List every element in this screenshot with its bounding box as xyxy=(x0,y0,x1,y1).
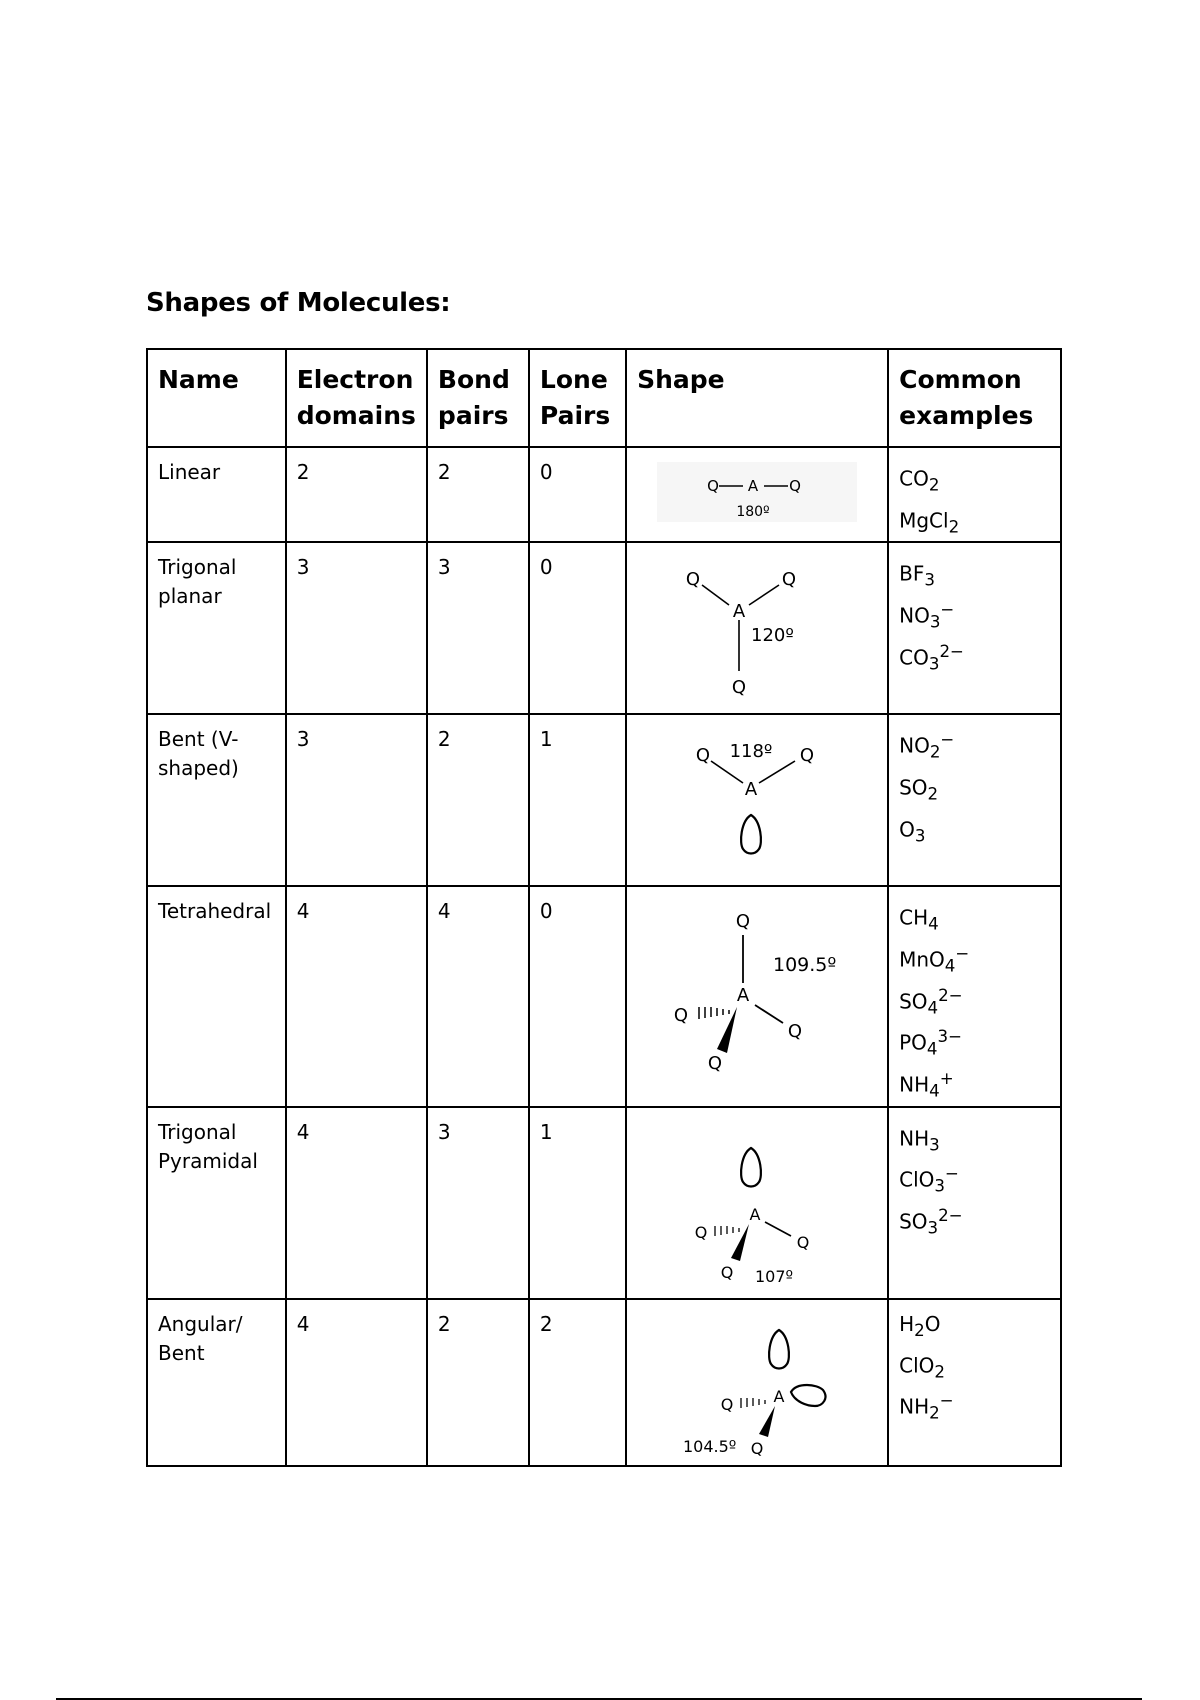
header-name: Name xyxy=(147,349,286,447)
example-formula: $SO_4^{2-}$ xyxy=(899,985,963,1018)
central-atom: A xyxy=(736,985,750,1007)
table-header-row xyxy=(147,349,1061,447)
central-atom: A xyxy=(747,477,759,495)
ligand-right: Q xyxy=(789,477,802,495)
hashed-wedge-bond xyxy=(715,1226,739,1236)
cell-examples xyxy=(888,1299,1061,1466)
ligand-top: Q xyxy=(736,911,751,933)
cell-bond-pairs: 2 xyxy=(427,714,529,886)
bond-angle-label: 109.5º xyxy=(773,954,837,977)
example-formula: $NH_2^-$ xyxy=(899,1391,954,1423)
cell-shape xyxy=(626,886,888,1106)
ligand-right: Q xyxy=(796,1232,810,1252)
cell-lone-pairs: 2 xyxy=(529,1299,626,1466)
example-formula: $PO_4^{3-}$ xyxy=(899,1027,963,1059)
cell-shape xyxy=(626,542,888,714)
bond-angle-label: 107º xyxy=(755,1266,794,1286)
angular-bent-shape-diagram xyxy=(637,1310,877,1465)
cell-examples xyxy=(888,714,1061,886)
ligand-right: Q xyxy=(782,569,797,591)
bond-angle-label: 118º xyxy=(729,741,773,763)
bond-left xyxy=(702,585,729,605)
example-formula: $SO_2$ xyxy=(899,775,939,804)
bond-angle-label: 120º xyxy=(751,625,794,647)
cell-lone-pairs: 0 xyxy=(529,447,626,542)
cell-name: Angular/ Bent xyxy=(147,1299,286,1466)
header-lone-pairs: Lone Pairs xyxy=(529,349,626,447)
solid-wedge-bond xyxy=(731,1224,749,1261)
example-formula: $NH_4^+$ xyxy=(899,1068,954,1101)
cell-electron-domains: 4 xyxy=(286,1107,427,1299)
header-examples: Common examples xyxy=(888,349,1061,447)
example-formula: $SO_3^{2-}$ xyxy=(899,1205,963,1238)
cell-lone-pairs: 1 xyxy=(529,1107,626,1299)
table-row-linear xyxy=(147,447,1061,542)
cell-electron-domains: 4 xyxy=(286,1299,427,1466)
example-formula: $CO_2$ xyxy=(899,466,940,495)
lone-pair-lobe xyxy=(791,1385,825,1406)
cell-name: Trigonal Pyramidal xyxy=(147,1107,286,1299)
bent-v-shape-diagram xyxy=(637,725,877,885)
lone-pair-lobe xyxy=(741,1148,761,1187)
solid-wedge-bond xyxy=(759,1406,775,1437)
cell-name: Bent (V-shaped) xyxy=(147,714,286,886)
ligand-right: Q xyxy=(800,745,815,767)
central-atom: A xyxy=(744,779,758,801)
ligand-left: Q xyxy=(707,477,720,495)
cell-electron-domains: 3 xyxy=(286,542,427,714)
example-formula: $NO_3^-$ xyxy=(899,599,955,632)
central-atom: A xyxy=(773,1386,785,1406)
solid-wedge-bond xyxy=(717,1007,737,1053)
trigonal-pyramidal-shape-diagram xyxy=(637,1118,877,1298)
cell-bond-pairs: 3 xyxy=(427,1107,529,1299)
cell-bond-pairs: 2 xyxy=(427,447,529,542)
ligand-front: Q xyxy=(720,1262,734,1282)
table-row-trigonal-planar xyxy=(147,542,1061,714)
trigonal-planar-shape-diagram xyxy=(637,553,877,713)
ligand-back: Q xyxy=(674,1005,689,1027)
example-formula: $CH_4$ xyxy=(899,905,939,934)
bond-angle-label: 180º xyxy=(736,504,770,520)
central-atom: A xyxy=(732,601,746,623)
linear-shape-diagram xyxy=(637,458,877,528)
cell-shape xyxy=(626,1299,888,1466)
example-formula: MnO$_4$− xyxy=(899,943,970,976)
ligand-left: Q xyxy=(686,569,701,591)
cell-electron-domains: 4 xyxy=(286,886,427,1106)
ligand-left: Q xyxy=(696,745,711,767)
page-title: Shapes of Molecules: xyxy=(146,288,451,318)
header-shape: Shape xyxy=(626,349,888,447)
header-bond-pairs: Bond pairs xyxy=(427,349,529,447)
cell-lone-pairs: 1 xyxy=(529,714,626,886)
cell-bond-pairs: 4 xyxy=(427,886,529,1106)
cell-lone-pairs: 0 xyxy=(529,886,626,1106)
cell-electron-domains: 2 xyxy=(286,447,427,542)
example-formula: $O_3$ xyxy=(899,817,926,846)
cell-examples xyxy=(888,542,1061,714)
cell-lone-pairs: 0 xyxy=(529,542,626,714)
cell-examples xyxy=(888,1107,1061,1299)
lone-pair-lobe xyxy=(741,815,761,854)
cell-name: Tetrahedral xyxy=(147,886,286,1106)
ligand-front: Q xyxy=(708,1053,723,1075)
ligand-back: Q xyxy=(694,1222,708,1242)
example-formula: ClO$_3$− xyxy=(899,1164,959,1196)
bond-angle-label: 104.5º xyxy=(683,1436,737,1456)
molecule-shapes-table xyxy=(146,348,1062,1467)
ligand-front: Q xyxy=(750,1438,764,1458)
ligand-bottom: Q xyxy=(732,677,747,699)
bond-right xyxy=(765,1222,791,1236)
table-row-trigonal-pyramidal xyxy=(147,1107,1061,1299)
cell-bond-pairs: 2 xyxy=(427,1299,529,1466)
cell-examples xyxy=(888,447,1061,542)
example-formula: $H_2O$ xyxy=(899,1311,941,1340)
central-atom: A xyxy=(749,1204,761,1224)
hashed-wedge-bond xyxy=(741,1398,765,1408)
cell-name: Linear xyxy=(147,447,286,542)
bond-left xyxy=(711,761,743,783)
cell-name: Trigonal planar xyxy=(147,542,286,714)
example-formula: $NO_2^-$ xyxy=(899,730,955,762)
bond-right xyxy=(749,585,779,605)
ligand-right: Q xyxy=(788,1021,803,1043)
bond-right xyxy=(755,1005,783,1023)
table-row-bent-v-shaped xyxy=(147,714,1061,886)
tetrahedral-shape-diagram xyxy=(637,897,877,1097)
table-row-angular-bent xyxy=(147,1299,1061,1466)
example-formula: ClO$_2$ xyxy=(899,1353,945,1382)
example-formula: MgCl$_2$ xyxy=(899,508,960,537)
header-electron-domains: Electron domains xyxy=(286,349,427,447)
cell-examples xyxy=(888,886,1061,1106)
example-formula: $CO_3^{2-}$ xyxy=(899,641,964,674)
bond-right xyxy=(759,761,795,783)
cell-shape xyxy=(626,1107,888,1299)
ligand-back: Q xyxy=(720,1394,734,1414)
cell-bond-pairs: 3 xyxy=(427,542,529,714)
cell-electron-domains: 3 xyxy=(286,714,427,886)
example-formula: $BF_3$ xyxy=(899,561,935,590)
table-row-tetrahedral xyxy=(147,886,1061,1106)
hashed-wedge-bond xyxy=(699,1007,729,1019)
cell-shape xyxy=(626,714,888,886)
cell-shape xyxy=(626,447,888,542)
lone-pair-lobe xyxy=(769,1330,789,1369)
example-formula: $NH_3$ xyxy=(899,1126,940,1155)
